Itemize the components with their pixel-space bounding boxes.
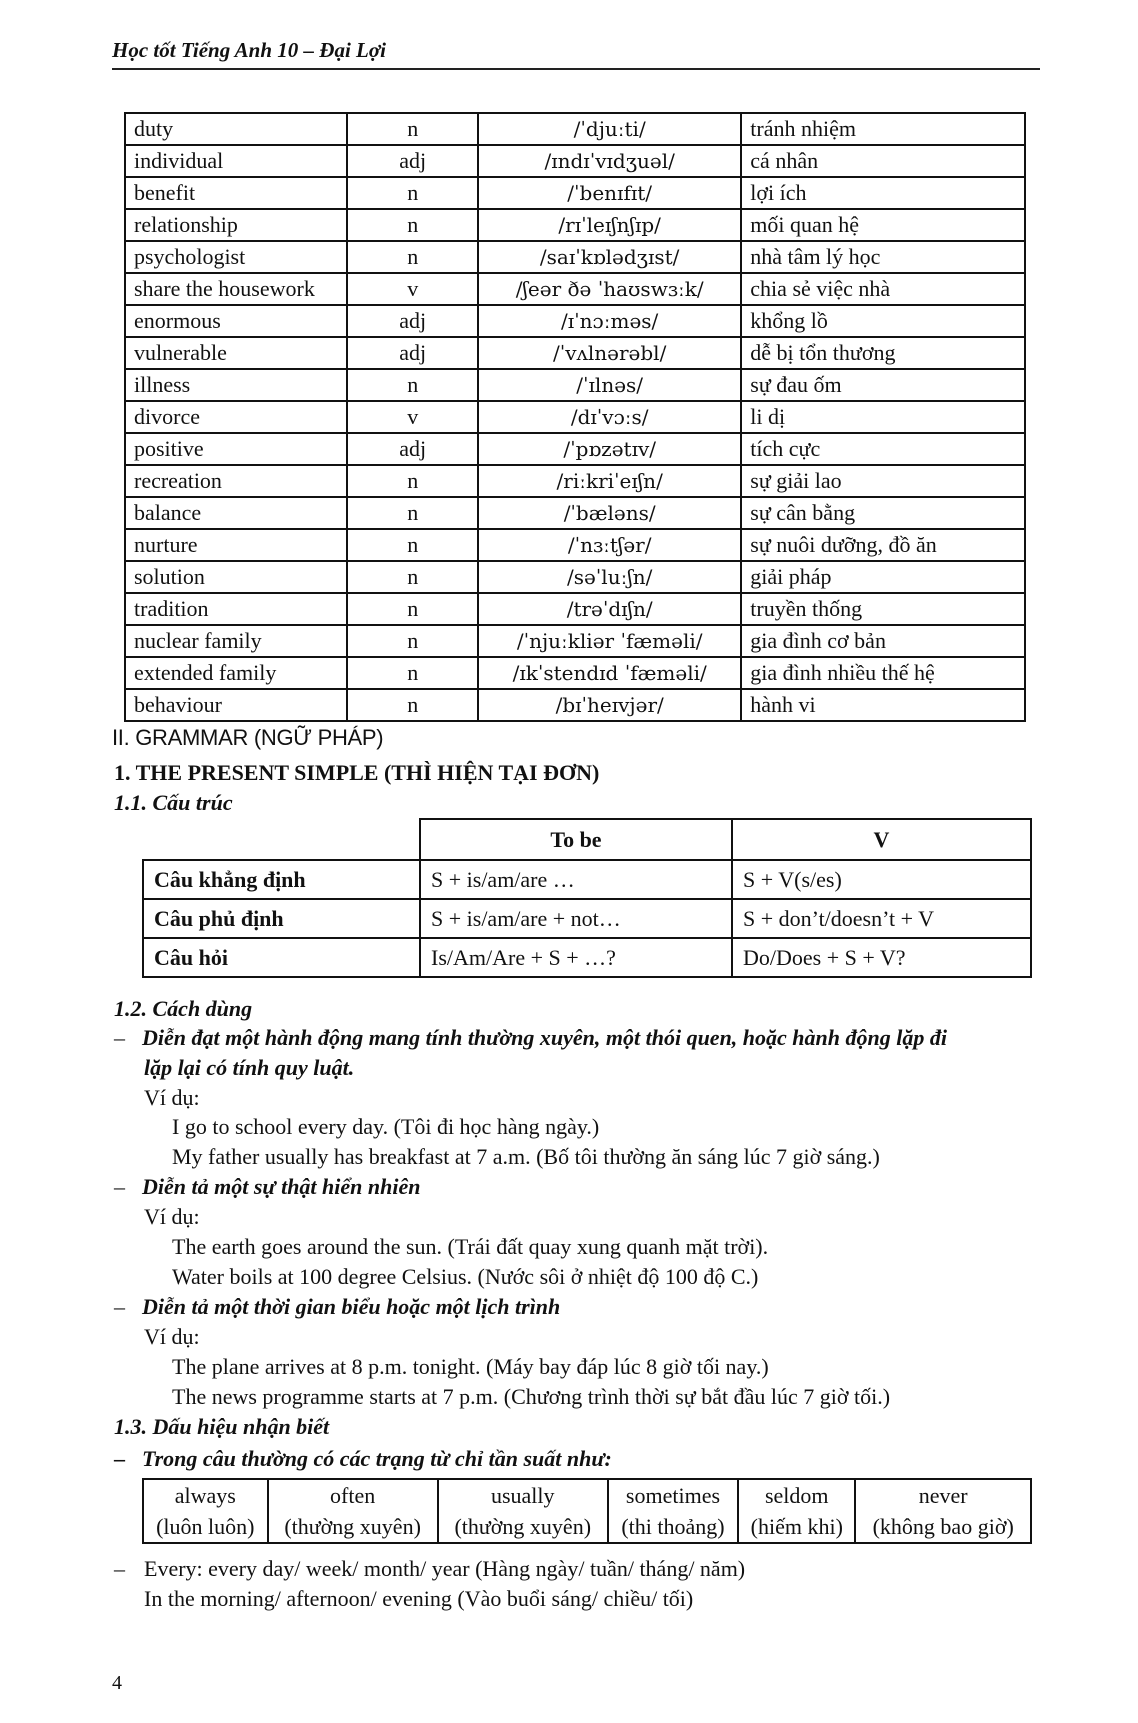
vocab-meaning: tránh nhiệm — [741, 113, 1025, 145]
usage-1 — [114, 1025, 947, 1051]
vocab-word: duty — [125, 113, 347, 145]
vocab-ipa: /rɪˈleɪʃnʃɪp/ — [478, 209, 741, 241]
usage-1-text: Diễn đạt một hành động mang tính thường xuyên, một thói quen, hoặc hành động lặp đi — [142, 1025, 947, 1050]
vocab-meaning: tích cực — [741, 433, 1025, 465]
structure-cell-v: S + V(s/es) — [732, 860, 1031, 899]
vocabulary-table — [124, 112, 1026, 722]
vocab-pos: n — [347, 657, 478, 689]
structure-row — [143, 860, 1031, 899]
vocab-meaning: dễ bị tổn thương — [741, 337, 1025, 369]
vocab-meaning: cá nhân — [741, 145, 1025, 177]
structure-row-label: Câu khẳng định — [143, 860, 420, 899]
vocab-meaning: giải pháp — [741, 561, 1025, 593]
vocab-meaning: sự giải lao — [741, 465, 1025, 497]
vocab-pos: adj — [347, 337, 478, 369]
vocab-pos: adj — [347, 145, 478, 177]
vocab-pos: v — [347, 273, 478, 305]
vocab-row — [125, 209, 1025, 241]
vocab-row — [125, 177, 1025, 209]
structure-row-label: Câu phủ định — [143, 899, 420, 938]
vocab-ipa: /ˈpɒzətɪv/ — [478, 433, 741, 465]
adverb-vi: (thường xuyên) — [268, 1511, 438, 1543]
example-sentence: My father usually has breakfast at 7 a.m. (Bố tôi thường ăn sáng lúc 7 giờ sáng.) — [172, 1144, 880, 1169]
dash: – — [114, 1446, 125, 1471]
vocab-word: vulnerable — [125, 337, 347, 369]
vocab-row — [125, 113, 1025, 145]
dash: – — [114, 1174, 125, 1199]
vocab-word: positive — [125, 433, 347, 465]
every-line-text: Every: every day/ week/ month/ year (Hàng ngày/ tuần/ tháng/ năm) — [144, 1556, 746, 1581]
vocab-word: share the housework — [125, 273, 347, 305]
example-sentence: The plane arrives at 8 p.m. tonight. (Máy bay đáp lúc 8 giờ tối nay.) — [172, 1354, 769, 1379]
vocab-pos: adj — [347, 433, 478, 465]
adverb-vi: (thi thoảng) — [608, 1511, 738, 1543]
structure-table — [142, 818, 1032, 978]
vocab-meaning: gia đình nhiều thế hệ — [741, 657, 1025, 689]
vocab-meaning: sự đau ốm — [741, 369, 1025, 401]
adverb-en: seldom — [738, 1479, 855, 1511]
usage-2 — [114, 1174, 420, 1200]
vocab-ipa: /ˈdjuːti/ — [478, 113, 741, 145]
example-label: Ví dụ: — [144, 1085, 200, 1110]
vocab-word: recreation — [125, 465, 347, 497]
example-sentence: The earth goes around the sun. (Trái đất quay xung quanh mặt trời). — [172, 1234, 769, 1259]
vocab-ipa: /saɪˈkɒlədʒɪst/ — [478, 241, 741, 273]
vocab-word: illness — [125, 369, 347, 401]
vocab-ipa: /ˈnɜːtʃər/ — [478, 529, 741, 561]
adverb-vi: (hiếm khi) — [738, 1511, 855, 1543]
example-sentence: The news programme starts at 7 p.m. (Chương trình thời sự bắt đầu lúc 7 giờ tối.) — [172, 1384, 891, 1409]
vocab-pos: n — [347, 497, 478, 529]
adverb-en: often — [268, 1479, 438, 1511]
vocab-word: divorce — [125, 401, 347, 433]
usage-3-text: Diễn tả một thời gian biểu hoặc một lịch trình — [142, 1294, 561, 1319]
example-sentence: Water boils at 100 degree Celsius. (Nước sôi ở nhiệt độ 100 độ C.) — [172, 1264, 759, 1289]
dash: – — [114, 1556, 125, 1581]
example-label: Ví dụ: — [144, 1324, 200, 1349]
dash: – — [114, 1025, 125, 1050]
vocab-meaning: sự nuôi dưỡng, đồ ăn — [741, 529, 1025, 561]
in-line: In the morning/ afternoon/ evening (Vào buổi sáng/ chiều/ tối) — [144, 1586, 694, 1611]
structure-row-label: Câu hỏi — [143, 938, 420, 977]
structure-row — [143, 899, 1031, 938]
vocab-row — [125, 497, 1025, 529]
adverb-intro-text: Trong câu thường có các trạng từ chỉ tần suất như: — [142, 1446, 612, 1471]
vocab-meaning: gia đình cơ bản — [741, 625, 1025, 657]
vocab-ipa: /ˈbæləns/ — [478, 497, 741, 529]
vocab-meaning: chia sẻ việc nhà — [741, 273, 1025, 305]
vocab-meaning: nhà tâm lý học — [741, 241, 1025, 273]
usage-1-text-cont: lặp lại có tính quy luật. — [144, 1055, 355, 1080]
section-present-simple-title: 1. THE PRESENT SIMPLE (THÌ HIỆN TẠI ĐƠN) — [114, 760, 600, 785]
vocab-meaning: sự cân bằng — [741, 497, 1025, 529]
vocab-ipa: /səˈluːʃn/ — [478, 561, 741, 593]
vocab-pos: n — [347, 113, 478, 145]
vocab-pos: n — [347, 241, 478, 273]
adverb-vi: (thường xuyên) — [438, 1511, 608, 1543]
vocab-row — [125, 337, 1025, 369]
vocab-word: individual — [125, 145, 347, 177]
structure-cell-tobe: Is/Am/Are + S + …? — [420, 938, 732, 977]
structure-header-tobe: To be — [420, 819, 732, 860]
every-line — [114, 1556, 745, 1582]
vocab-ipa: /trəˈdɪʃn/ — [478, 593, 741, 625]
vocab-row — [125, 465, 1025, 497]
adverb-en: always — [143, 1479, 268, 1511]
vocab-word: balance — [125, 497, 347, 529]
vocab-meaning: hành vi — [741, 689, 1025, 721]
vocab-word: benefit — [125, 177, 347, 209]
vocab-word: psychologist — [125, 241, 347, 273]
vocab-row — [125, 305, 1025, 337]
running-header: Học tốt Tiếng Anh 10 – Đại Lợi — [112, 38, 386, 62]
vocab-ipa: /riːkriˈeɪʃn/ — [478, 465, 741, 497]
subsection-structure-title: 1.1. Cấu trúc — [114, 790, 233, 815]
vocab-pos: n — [347, 209, 478, 241]
vocab-meaning: khổng lồ — [741, 305, 1025, 337]
vocab-row — [125, 369, 1025, 401]
header-rule — [112, 68, 1040, 70]
adverb-en: sometimes — [608, 1479, 738, 1511]
vocab-ipa: /ʃeər ðə ˈhaʊswɜːk/ — [478, 273, 741, 305]
vocab-pos: n — [347, 625, 478, 657]
vocab-row — [125, 273, 1025, 305]
vocab-pos: n — [347, 689, 478, 721]
vocab-pos: n — [347, 465, 478, 497]
vocab-row — [125, 657, 1025, 689]
vocab-word: behaviour — [125, 689, 347, 721]
vocab-word: nuclear family — [125, 625, 347, 657]
adverb-en: usually — [438, 1479, 608, 1511]
vocab-ipa: /bɪˈheɪvjər/ — [478, 689, 741, 721]
vocab-pos: n — [347, 593, 478, 625]
frequency-adverb-table — [142, 1478, 1032, 1544]
vocab-ipa: /ɪˈnɔːməs/ — [478, 305, 741, 337]
dash: – — [114, 1294, 125, 1319]
example-sentence: I go to school every day. (Tôi đi học hàng ngày.) — [172, 1114, 600, 1139]
vocab-row — [125, 145, 1025, 177]
vocab-pos: n — [347, 369, 478, 401]
structure-corner — [143, 819, 420, 860]
vocab-row — [125, 689, 1025, 721]
usage-3 — [114, 1294, 560, 1320]
subsection-signs-title: 1.3. Dấu hiệu nhận biết — [114, 1414, 330, 1439]
vocab-word: enormous — [125, 305, 347, 337]
vocab-row — [125, 401, 1025, 433]
structure-cell-tobe: S + is/am/are + not… — [420, 899, 732, 938]
vocab-ipa: /ˈbenɪfɪt/ — [478, 177, 741, 209]
vocab-word: extended family — [125, 657, 347, 689]
vocab-word: solution — [125, 561, 347, 593]
vocab-pos: n — [347, 529, 478, 561]
vocab-ipa: /ˈɪlnəs/ — [478, 369, 741, 401]
vocab-row — [125, 625, 1025, 657]
adverb-vi: (luôn luôn) — [143, 1511, 268, 1543]
vocab-meaning: lợi ích — [741, 177, 1025, 209]
vocab-row — [125, 433, 1025, 465]
vocab-pos: adj — [347, 305, 478, 337]
grammar-title: II. GRAMMAR (NGỮ PHÁP) — [112, 725, 384, 750]
vocab-word: nurture — [125, 529, 347, 561]
vocab-ipa: /ˈnjuːkliər ˈfæməli/ — [478, 625, 741, 657]
structure-row — [143, 938, 1031, 977]
vocab-row — [125, 561, 1025, 593]
structure-cell-v: Do/Does + S + V? — [732, 938, 1031, 977]
structure-cell-v: S + don’t/doesn’t + V — [732, 899, 1031, 938]
vocab-ipa: /ˈvʌlnərəbl/ — [478, 337, 741, 369]
vocab-pos: v — [347, 401, 478, 433]
vocab-ipa: /ɪndɪˈvɪdʒuəl/ — [478, 145, 741, 177]
adverb-intro — [114, 1446, 612, 1472]
vocab-row — [125, 529, 1025, 561]
vocab-pos: n — [347, 177, 478, 209]
vocab-word: relationship — [125, 209, 347, 241]
vocab-meaning: li dị — [741, 401, 1025, 433]
usage-2-text: Diễn tả một sự thật hiển nhiên — [142, 1174, 421, 1199]
structure-cell-tobe: S + is/am/are … — [420, 860, 732, 899]
subsection-usage-title: 1.2. Cách dùng — [114, 996, 253, 1021]
vocab-pos: n — [347, 561, 478, 593]
vocab-meaning: mối quan hệ — [741, 209, 1025, 241]
vocab-word: tradition — [125, 593, 347, 625]
vocab-meaning: truyền thống — [741, 593, 1025, 625]
vocab-ipa: /ɪkˈstendɪd ˈfæməli/ — [478, 657, 741, 689]
example-label: Ví dụ: — [144, 1204, 200, 1229]
adverb-vi: (không bao giờ) — [855, 1511, 1031, 1543]
vocab-row — [125, 241, 1025, 273]
vocab-row — [125, 593, 1025, 625]
adverb-en: never — [855, 1479, 1031, 1511]
page-number: 4 — [112, 1672, 122, 1694]
vocab-ipa: /dɪˈvɔːs/ — [478, 401, 741, 433]
structure-header-v: V — [732, 819, 1031, 860]
